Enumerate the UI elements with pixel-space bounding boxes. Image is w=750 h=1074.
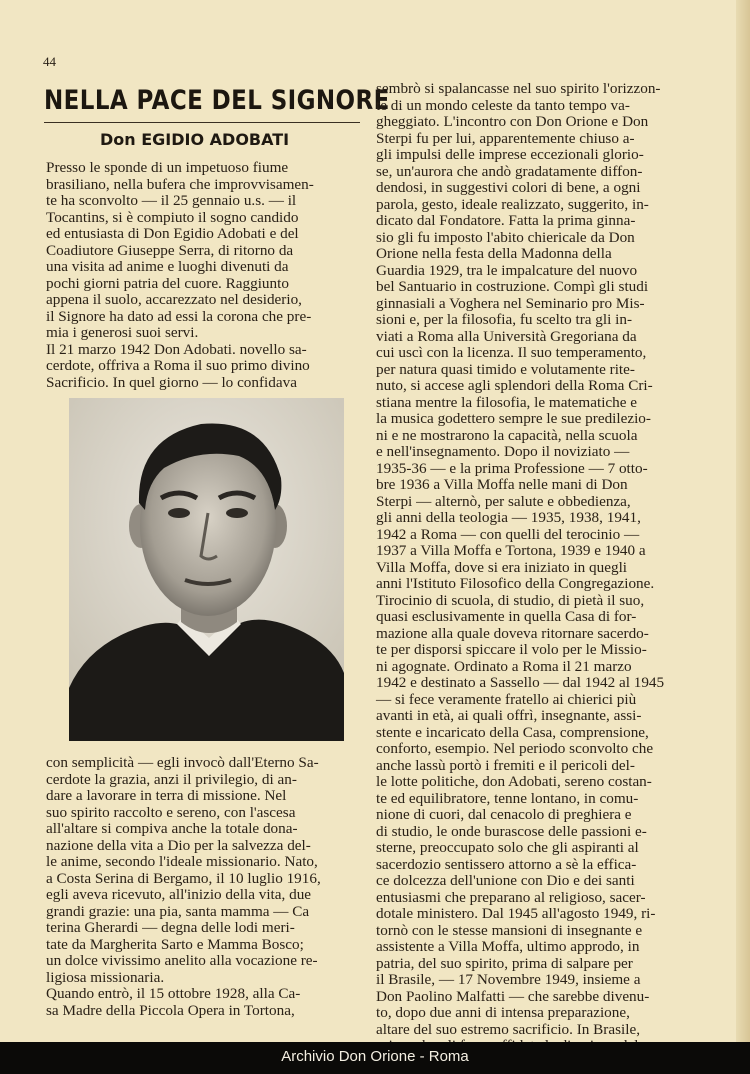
text-line: ni agognate. Ordinato a Roma il 21 marzo bbox=[376, 657, 632, 675]
text-line: Coadiutore Giuseppe Serra, di ritorno da bbox=[46, 241, 294, 259]
text-line: — si fece veramente fratello ai chierici più bbox=[376, 690, 637, 708]
text-line: sacerdozio sentissero attorno a sè la effica- bbox=[376, 855, 637, 873]
article-column-left-bottom bbox=[46, 755, 362, 1019]
text-line: Sacrificio. In quel giorno — lo confidava bbox=[46, 373, 297, 391]
text-line: dare a lavorare in terra di missione. Nel bbox=[46, 787, 287, 804]
text-line: gli impulsi delle imprese eccezionali glorio- bbox=[376, 146, 644, 163]
text-line: nione di cuori, dal cenacolo di preghiera e bbox=[376, 806, 632, 823]
text-line: il Signore ha dato ad essi la corona che pre- bbox=[46, 307, 312, 325]
text-line: se, un'aurora che andò gradatamente diffon- bbox=[376, 162, 643, 180]
text-line: conforto, esempio. Nel periodo sconvolto che bbox=[376, 740, 654, 757]
text-line: ginnasiali a Voghera nel Seminario pro Mis- bbox=[376, 294, 645, 312]
text-line: dotale ministero. Dal 1945 all'agosto 1949, ri- bbox=[376, 905, 656, 922]
text-line: quasi esclusivamente in quella Casa di for- bbox=[376, 608, 637, 625]
text-line: terina Gherardi — degna delle lodi meri- bbox=[46, 919, 295, 936]
text-line: gheggiato. L'incontro con Don Orione e Don bbox=[376, 113, 649, 130]
text-line: Sterpi fu per lui, apparentemente chiuso a- bbox=[376, 129, 635, 147]
title-divider bbox=[44, 122, 360, 123]
text-line: cerdote, offriva a Roma il suo primo divino bbox=[46, 357, 310, 374]
text-line: sa Madre della Piccola Opera in Tortona, bbox=[46, 1001, 295, 1019]
text-line: le anime, secondo l'ideale missionario. Nato, bbox=[46, 853, 318, 870]
text-line: altare del suo estremo sacrificio. In Brasile, bbox=[376, 1020, 640, 1038]
text-line: dicato dal Fondatore. Fatta la prima ginna- bbox=[376, 212, 636, 229]
text-line: ligiosa missionaria. bbox=[46, 968, 165, 986]
text-line: avanti in età, ai quali offrì, insegnante, assi- bbox=[376, 707, 642, 724]
text-line: bre 1936 a Villa Moffa nelle mani di Don bbox=[376, 476, 628, 493]
section-title: NELLA PACE DEL SIGNORE bbox=[44, 86, 390, 116]
text-line: anni l'Istituto Filosofico della Congregazione. bbox=[376, 575, 655, 592]
text-line: stiana mentre la filosofia, le matematiche e bbox=[376, 393, 638, 411]
text-line: bel Santuario in costruzione. Compì gli studi bbox=[376, 278, 649, 295]
page-edge bbox=[736, 0, 750, 1074]
text-line: Tirocinio di scuola, di studio, di pietà il suo, bbox=[376, 591, 645, 609]
text-line: nuto, si accese agli splendori della Roma Cri- bbox=[376, 377, 653, 394]
text-line: tornò con le stesse mansioni di insegnante e bbox=[376, 921, 643, 939]
text-line: ed entusiasta di Don Egidio Adobati e del bbox=[46, 225, 299, 242]
author-name: Don EGIDIO ADOBATI bbox=[100, 130, 290, 149]
text-line: stente e incaricato della Casa, comprensione, bbox=[376, 723, 649, 741]
text-line: Villa Moffa, dove si era iniziato in quegli bbox=[376, 558, 628, 576]
text-line: egli aveva ricevuto, all'inizio della vita, due bbox=[46, 886, 312, 903]
text-line: 1935-36 — e la prima Professione — 7 otto- bbox=[376, 459, 648, 477]
text-line: Don Paolino Malfatti — che sarebbe divenu- bbox=[376, 987, 650, 1005]
text-line: tate da Margherita Sarto e Mamma Bosco; bbox=[46, 935, 304, 953]
text-line: Quando entrò, il 15 ottobre 1928, alla Ca- bbox=[46, 985, 301, 1002]
text-line: all'altare si compiva anche la totale dona- bbox=[46, 820, 298, 837]
text-line: mazione alla quale doveva ritornare sacerdo- bbox=[376, 624, 649, 642]
text-line: viati a Roma alla Università Gregoriana da bbox=[376, 327, 637, 345]
text-line: te di un mondo celeste da tanto tempo va- bbox=[376, 96, 630, 114]
text-line: gli anni della teologia — 1935, 1938, 1941, bbox=[376, 509, 641, 526]
text-line: le lotte politiche, don Adobati, sereno costan- bbox=[376, 773, 652, 790]
text-line: una visita ad anime e luoghi divenuti da bbox=[46, 258, 289, 275]
portrait-photo-icon bbox=[69, 398, 344, 741]
text-line: Tocantins, si è compiuto il sogno candido bbox=[46, 208, 299, 226]
text-line: grandi grazie: una pia, santa mamma — Ca bbox=[46, 902, 310, 920]
text-line: ni e ne mostrarono la capacità, nella scuola bbox=[376, 426, 638, 444]
text-line: e nell'insegnamento. Dopo il noviziato — bbox=[376, 443, 630, 460]
text-line: 1942 a Roma — con quelli del terocinio — bbox=[376, 525, 640, 543]
text-line: anche lassù portò i fremiti e il pericoli del- bbox=[376, 756, 635, 774]
text-line: ce dolcezza dell'unione con Dio e dei santi bbox=[376, 872, 635, 889]
text-line: per natura quasi timido e volutamente rite- bbox=[376, 360, 635, 378]
text-line: brasiliano, nella bufera che improvvisamen- bbox=[46, 175, 314, 193]
text-line: un dolce vivissimo anelito alla vocazione re- bbox=[46, 952, 318, 969]
article-column-left-top bbox=[46, 160, 358, 391]
text-line: dendosi, in suggestivi colori di bene, a ogni bbox=[376, 179, 641, 196]
text-line: sioni e, per la filosofia, fu scelto tra gli in- bbox=[376, 311, 633, 328]
text-line: to, dopo due anni di intensa preparazione, bbox=[376, 1004, 630, 1021]
text-line: sterne, preoccupato solo che gli aspiranti al bbox=[376, 839, 639, 856]
article-column-right bbox=[376, 81, 703, 1055]
text-line: nazione della vita a Dio per la salvezza del- bbox=[46, 836, 311, 854]
text-line: con semplicità — egli invocò dall'Eterno Sa- bbox=[46, 754, 319, 771]
text-line: 1937 a Villa Moffa e Tortona, 1939 e 1940 a bbox=[376, 542, 646, 559]
text-line: mia i generosi suoi servi. bbox=[46, 324, 199, 341]
text-line: cui uscì con la licenza. Il suo temperamento, bbox=[376, 344, 647, 361]
text-line: sio gli fu imposto l'abito chiericale da Don bbox=[376, 228, 635, 246]
text-line: te per disporsi spiccare il volo per le Missio- bbox=[376, 641, 647, 658]
text-line: entusiasmi che preparano al religioso, sacer- bbox=[376, 888, 646, 906]
text-line: te ha sconvolto — il 25 gennaio u.s. — il bbox=[46, 192, 297, 209]
text-line: Sterpi — alternò, per salute e obbedienza, bbox=[376, 492, 631, 510]
text-line: Guardia 1929, tra le impalcature del nuovo bbox=[376, 261, 638, 279]
text-line: suo spirito raccolto e sereno, con l'ascesa bbox=[46, 803, 296, 821]
text-line: sembrò si spalancasse nel suo spirito l'orizzon- bbox=[376, 80, 661, 97]
text-line: Il 21 marzo 1942 Don Adobati. novello sa- bbox=[46, 340, 307, 358]
text-line: patria, del suo spirito, prima di salpare per bbox=[376, 954, 633, 972]
text-line: pochi giorni patria del cuore. Raggiunto bbox=[46, 274, 289, 292]
text-line: assistente a Villa Moffa, ultimo approdo, in bbox=[376, 938, 640, 955]
text-line: Presso le sponde di un impetuoso fiume bbox=[46, 159, 289, 176]
text-line: il Brasile, — 17 Novembre 1949, insieme a bbox=[376, 971, 641, 988]
text-line: Orione nella festa della Madonna della bbox=[376, 245, 612, 262]
text-line: di studio, le onde burascose delle passioni e- bbox=[376, 822, 647, 840]
text-line: la musica godettero sempre le sue predilezio- bbox=[376, 410, 651, 427]
page-number: 44 bbox=[43, 54, 56, 69]
portrait-photo bbox=[69, 398, 344, 741]
text-line: a Costa Serina di Bergamo, il 10 luglio 1916, bbox=[46, 869, 321, 887]
text-line: te ed equilibratore, tenne lontano, in comu- bbox=[376, 789, 639, 807]
archive-footer: Archivio Don Orione - Roma bbox=[0, 1042, 750, 1074]
text-line: 1942 e destinato a Sassello — dal 1942 al 1945 bbox=[376, 674, 665, 691]
text-line: appena il suolo, accarezzato nel desiderio, bbox=[46, 291, 302, 308]
text-line: cerdote la grazia, anzi il privilegio, di an- bbox=[46, 770, 297, 788]
text-line: parola, gesto, ideale realizzato, suggerito, in- bbox=[376, 195, 649, 213]
